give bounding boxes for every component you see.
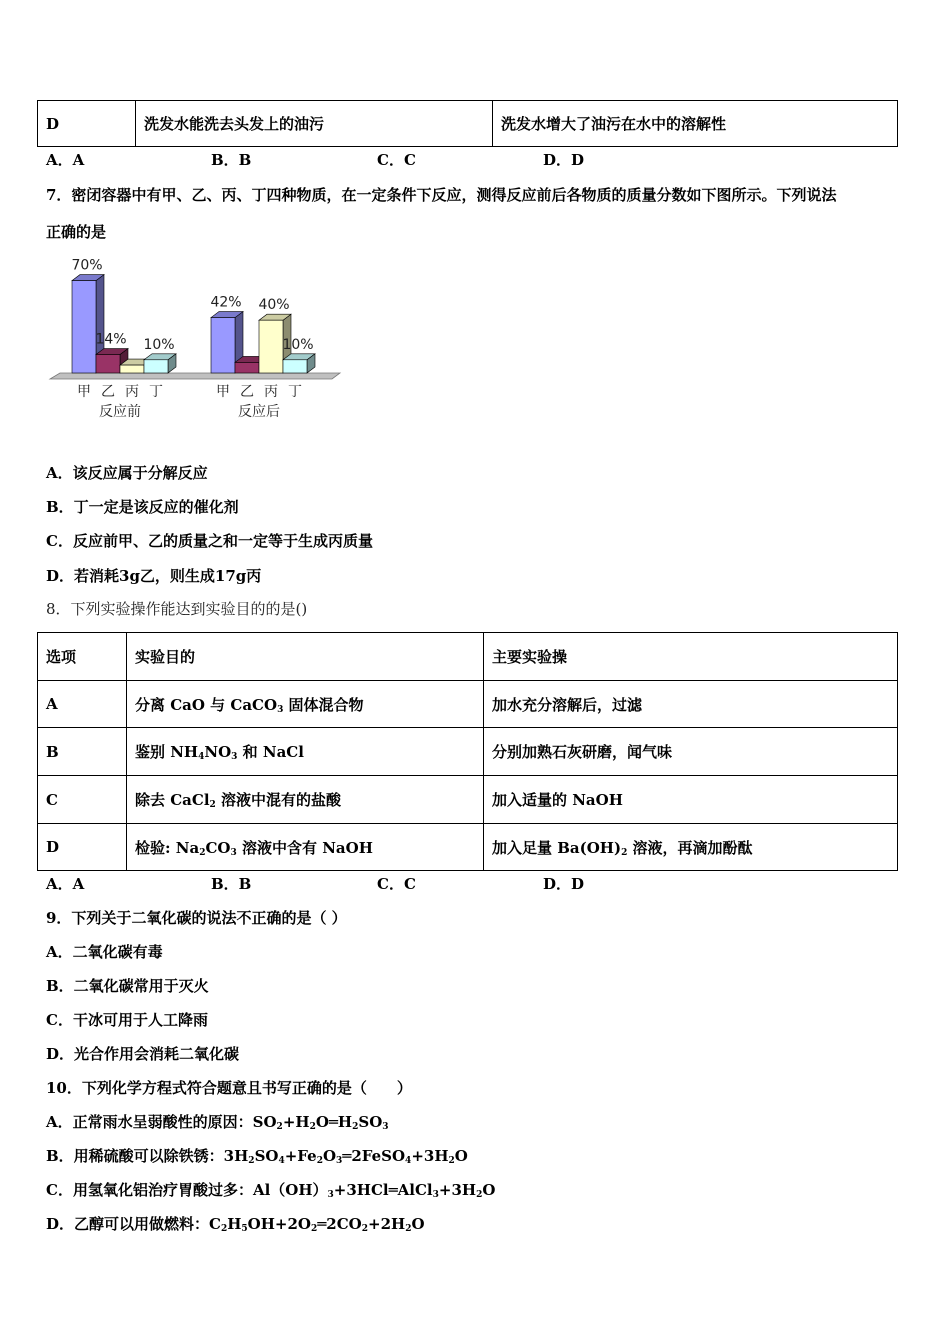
q10-stem: 10．下列化学方程式符合题意且书写正确的是（ ） (46, 1079, 412, 1097)
q8-options (46, 874, 646, 894)
q10-option-b: B．用稀硫酸可以除铁锈：$3H_2SO_4+Fe_2O_3═2FeSO_4+3H_2O$ (46, 1147, 468, 1166)
table-cell: 加入足量 $Ba(OH)_2$ 溶液，再滴加酚酞 (484, 824, 898, 871)
option-b: B．B (211, 151, 252, 169)
q7-option-a: A．该反应属于分解反应 (46, 464, 208, 482)
table-cell: A (38, 681, 127, 728)
data-label-1-3: 10% (282, 336, 314, 353)
q6-options (46, 150, 646, 170)
header-cell: 选项 (38, 633, 127, 681)
table-cell: 分别加熟石灰研磨，闻气味 (484, 728, 898, 776)
q7-option-c: C．反应前甲、乙的质量之和一定等于生成丙质量 (46, 532, 373, 550)
header-cell: 实验目的 (127, 633, 484, 681)
data-label-0-0: 70% (71, 257, 103, 274)
table-cell: 加水充分溶解后，过滤 (484, 681, 898, 728)
q7-option-d: D．若消耗3g乙，则生成17g丙 (46, 567, 262, 585)
header-cell: 主要实验操 (484, 633, 898, 681)
q6-table (37, 100, 898, 147)
option-d: D．D (543, 151, 585, 169)
q9-option-d: D．光合作用会消耗二氧化碳 (46, 1045, 240, 1063)
data-label-1-2: 40% (258, 297, 290, 314)
table-cell: B (38, 728, 127, 776)
category-label-0-1: 乙 (101, 384, 115, 400)
option-a: A．A (46, 875, 85, 893)
bar-乙-1 (235, 362, 259, 373)
data-label-1-0: 42% (210, 294, 242, 311)
table-cell: C (38, 776, 127, 824)
table-row (38, 776, 898, 824)
table-cell: 加入适量的 NaOH (484, 776, 898, 824)
data-label-0-3: 10% (143, 336, 175, 353)
q10-option-a: A．正常雨水呈弱酸性的原因：$SO_2+H_2O═H_2SO_3$ (46, 1113, 389, 1132)
q7-stem-line1: 7．密闭容器中有甲、乙、丙、丁四种物质，在一定条件下反应，测得反应前后各物质的质量分数如下图所示。下列说法 (46, 186, 837, 204)
table-row (38, 824, 898, 871)
chart-floor (50, 373, 340, 379)
category-label-1-0: 甲 (216, 384, 230, 400)
q7-stem-line2: 正确的是 (46, 223, 107, 241)
table-cell: 鉴别 $NH_4NO_3$ 和 NaCl (127, 728, 484, 776)
bar-甲-0 (72, 281, 96, 373)
option-d: D．D (543, 875, 585, 893)
category-label-0-3: 丁 (149, 384, 163, 400)
category-label-0-2: 丙 (125, 384, 139, 400)
option-c: C．C (377, 151, 416, 169)
table-row (38, 728, 898, 776)
bar-乙-0 (96, 355, 120, 373)
category-label-1-3: 丁 (288, 384, 302, 400)
q9-option-a: A．二氧化碳有毒 (46, 943, 163, 961)
table-cell: 除去 CaCl$_2$ 溶液中混有的盐酸 (127, 776, 484, 824)
table-cell: D (38, 101, 136, 147)
q9-stem: 9．下列关于二氧化碳的说法不正确的是（ ） (46, 909, 347, 927)
table-cell: 洗发水增大了油污在水中的溶解性 (493, 101, 898, 147)
option-b: B．B (211, 875, 252, 893)
q9-option-b: B．二氧化碳常用于灭火 (46, 977, 209, 995)
table-cell: 检验: $Na_2CO_3$ 溶液中含有 NaOH (127, 824, 484, 871)
table-cell: 洗发水能洗去头发上的油污 (136, 101, 493, 147)
category-label-1-2: 丙 (264, 384, 278, 400)
category-label-1-1: 乙 (240, 384, 254, 400)
bar-丙-1 (259, 320, 283, 373)
q9-option-c: C．干冰可用于人工降雨 (46, 1011, 208, 1029)
group-label-1: 反应后 (238, 404, 280, 420)
table-row (38, 681, 898, 728)
bar-甲-1 (211, 318, 235, 373)
bar-丁-1 (283, 360, 307, 373)
q7-option-b: B．丁一定是该反应的催化剂 (46, 498, 239, 516)
q8-table (37, 632, 898, 871)
table-row (38, 101, 898, 147)
q8-stem: 8．下列实验操作能达到实验目的的是() (46, 600, 308, 618)
q10-option-c: C．用氢氧化铝治疗胃酸过多：$Al(OH)_3+3HCl═AlCl_3+3H_2O$ (46, 1181, 496, 1200)
option-c: C．C (377, 875, 416, 893)
bar-chart (40, 250, 360, 425)
table-cell: D (38, 824, 127, 871)
bar-丁-0 (144, 360, 168, 373)
group-label-0: 反应前 (99, 404, 141, 420)
option-a: A．A (46, 151, 85, 169)
bar-丙-0 (120, 365, 144, 373)
table-header-row (38, 633, 898, 681)
table-cell: 分离 CaO 与 CaCO$_3$ 固体混合物 (127, 681, 484, 728)
data-label-0-1: 14% (95, 331, 127, 348)
q10-option-d: D．乙醇可以用做燃料：$C_2H_5OH+2O_2═2CO_2+2H_2O$ (46, 1215, 425, 1234)
category-label-0-0: 甲 (77, 384, 91, 400)
